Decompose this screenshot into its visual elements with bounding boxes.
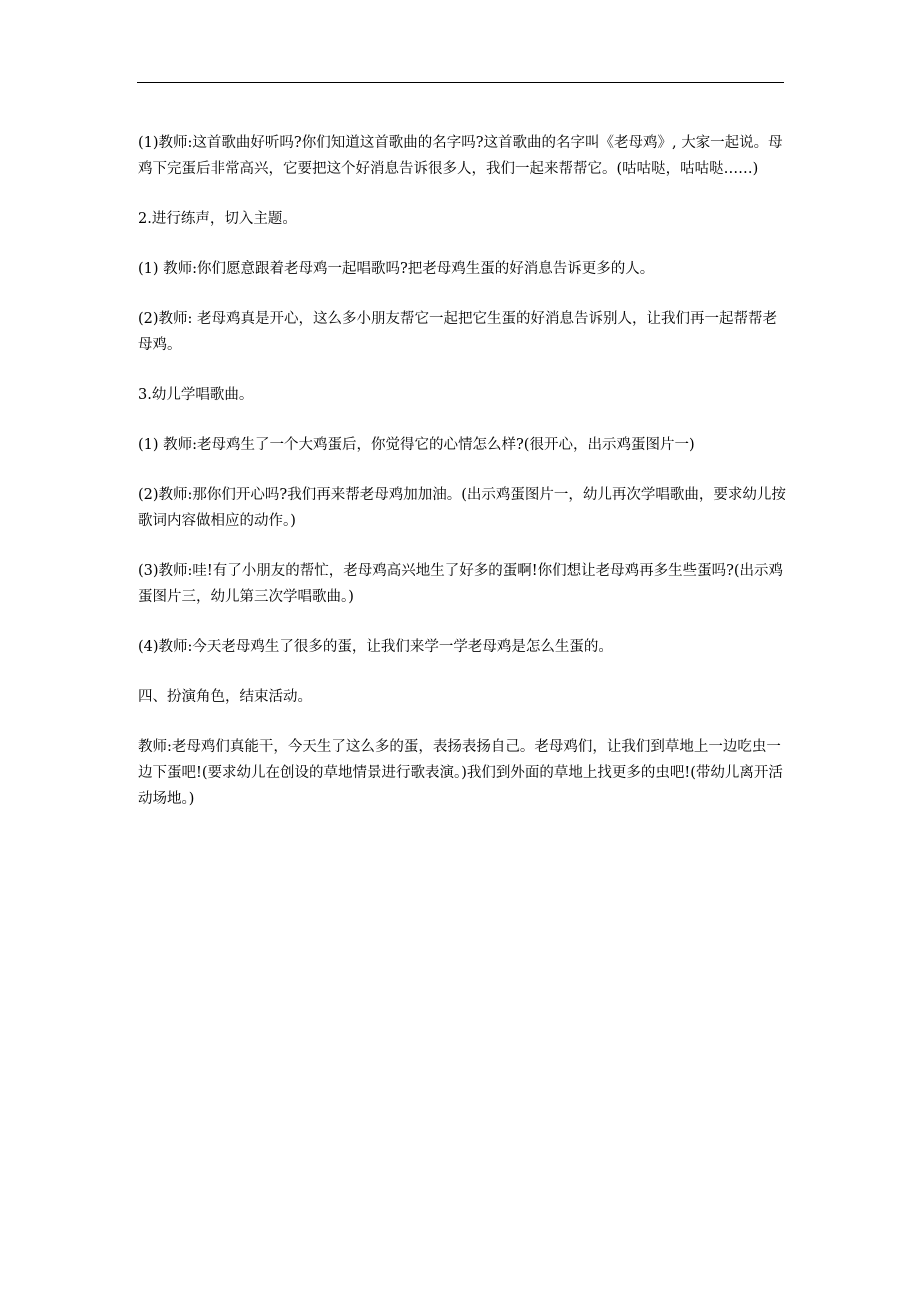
section-heading-role-play: 四、扮演角色，结束活动。 (138, 689, 312, 705)
document-body (138, 130, 788, 836)
paragraph-closing: 教师:老母鸡们真能干，今天生了这么多的蛋，表扬表扬自己。老母鸡们，让我们到草地上一边吃虫一边下蛋吧!(要求幼儿在创设的草地情景进行歌表演。)我们到外面的草地上找更多的虫吧!(带幼儿离开活动场地。) (138, 739, 783, 807)
paragraph-sing-along: (1) 教师:你们愿意跟着老母鸡一起唱歌吗?把老母鸡生蛋的好消息告诉更多的人。 (138, 261, 655, 277)
header-rule (137, 82, 784, 83)
paragraph-many-eggs: (3)教师:哇!有了小朋友的帮忙，老母鸡高兴地生了好多的蛋啊!你们想让老母鸡再多生些蛋吗?(出示鸡蛋图片三，幼儿第三次学唱歌曲。) (138, 563, 784, 605)
paragraph-intro-song: (1)教师:这首歌曲好听吗?你们知道这首歌曲的名字吗?这首歌曲的名字叫《老母鸡》, 大家一起说。母鸡下完蛋后非常高兴，它要把这个好消息告诉很多人，我们一起来帮帮它。(咕咕哒，咕咕哒……) (138, 135, 783, 177)
paragraph-big-egg: (1) 教师:老母鸡生了一个大鸡蛋后，你觉得它的心情怎么样?(很开心，出示鸡蛋图片一) (138, 437, 695, 453)
paragraph-learn-laying: (4)教师:今天老母鸡生了很多的蛋，让我们来学一学老母鸡是怎么生蛋的。 (138, 639, 613, 655)
paragraph-help-hen: (2)教师: 老母鸡真是开心，这么多小朋友帮它一起把它生蛋的好消息告诉别人，让我们再一起帮帮老母鸡。 (138, 311, 778, 353)
section-heading-learn-song: 3.幼儿学唱歌曲。 (138, 387, 254, 403)
paragraph-cheer-hen: (2)教师:那你们开心吗?我们再来帮老母鸡加加油。(出示鸡蛋图片一，幼儿再次学唱歌曲，要求幼儿按歌词内容做相应的动作。) (138, 487, 786, 529)
section-heading-vocal-practice: 2.进行练声，切入主题。 (138, 211, 297, 227)
